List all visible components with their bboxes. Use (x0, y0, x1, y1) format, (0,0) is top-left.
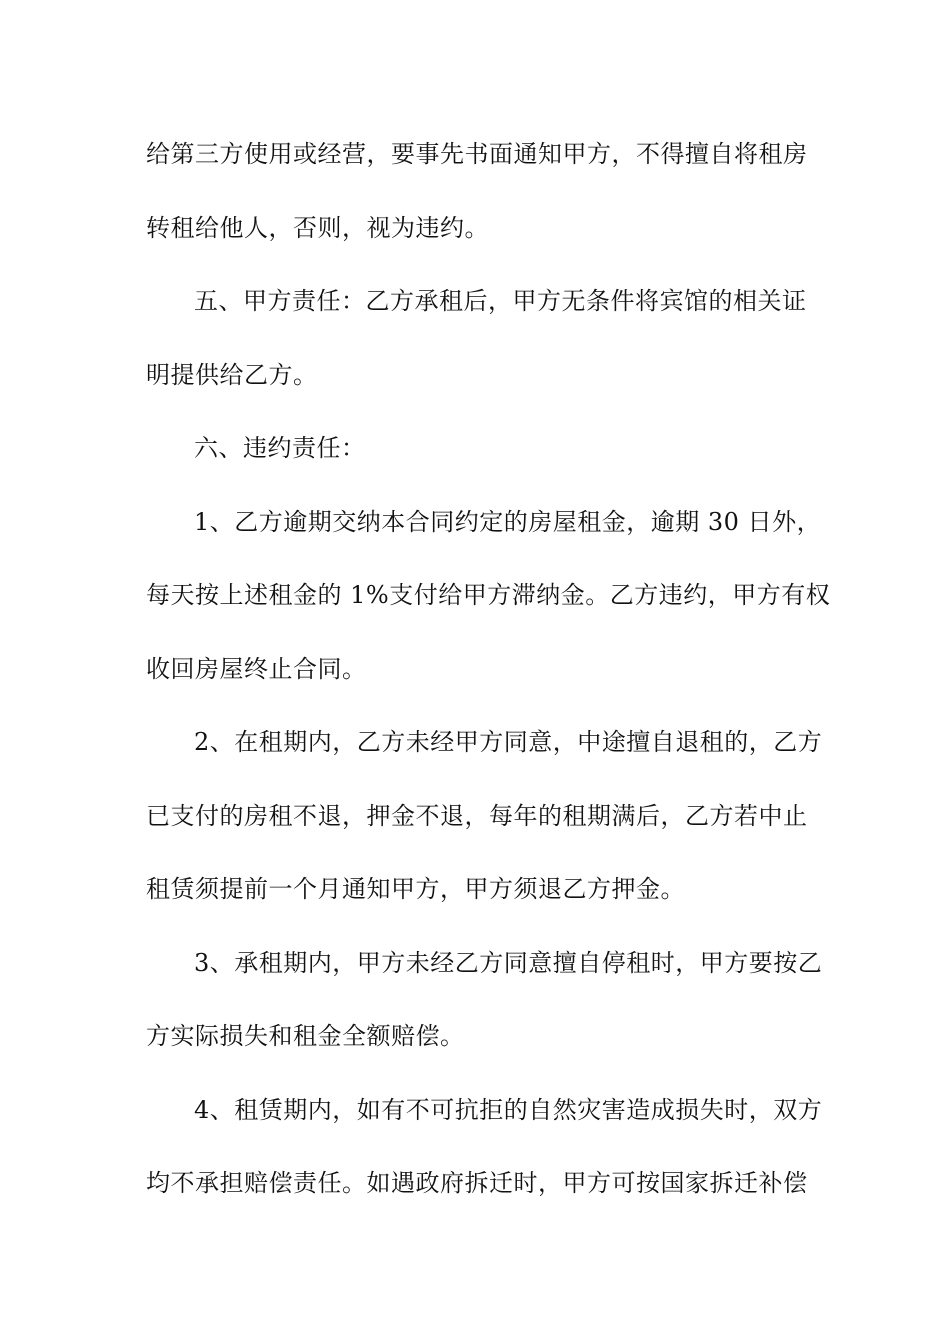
text-line: 每天按上述租金的 1%支付给甲方滞纳金。乙方违约，甲方有权 (146, 581, 831, 609)
text-line: 转租给他人，否则，视为违约。 (146, 213, 489, 242)
text-line: 给第三方使用或经营，要事先书面通知甲方，不得擅自将租房 (146, 140, 808, 168)
text-line: 均不承担赔偿责任。如遇政府拆迁时，甲方可按国家拆迁补偿 (146, 1169, 808, 1197)
text-line: 明提供给乙方。 (146, 360, 318, 389)
section-heading-line: 五、甲方责任：乙方承租后，甲方无条件将宾馆的相关证 (194, 287, 807, 315)
text-line: 租赁须提前一个月通知甲方，甲方须退乙方押金。 (146, 875, 685, 903)
text-line: 方实际损失和租金全额赔偿。 (146, 1022, 465, 1050)
text-line: 收回房屋终止合同。 (146, 654, 367, 683)
clause-line: 2、在租期内，乙方未经甲方同意，中途擅自退租的，乙方 (194, 728, 823, 756)
clause-line: 3、承租期内，甲方未经乙方同意擅自停租时，甲方要按乙 (194, 948, 823, 977)
clause-line: 4、租赁期内，如有不可抗拒的自然灾害造成损失时，双方 (194, 1095, 823, 1124)
text-line: 已支付的房租不退，押金不退，每年的租期满后，乙方若中止 (146, 801, 808, 830)
clause-line: 1、乙方逾期交纳本合同约定的房屋租金，逾期 30 日外， (194, 507, 822, 536)
section-heading-line: 六、违约责任： (194, 434, 366, 462)
contract-text-body (146, 130, 831, 1233)
